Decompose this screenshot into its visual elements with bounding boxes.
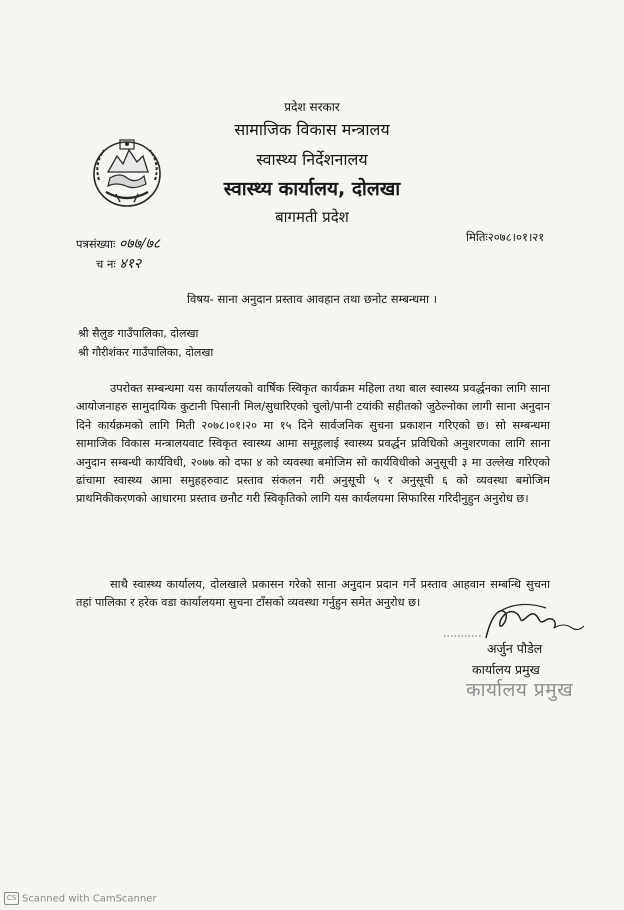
- camscanner-watermark: [4, 892, 157, 905]
- province-name: बागमती प्रदेश: [275, 208, 349, 226]
- signatory-title: कार्यालय प्रमुख: [472, 662, 540, 677]
- addressee-1: श्री सैलुङ गाउँपालिका, दोलखा: [78, 327, 199, 340]
- addressee-2: श्री गौरीशंकर गाउँपालिका, दोलखा: [78, 346, 214, 359]
- signatory-name: अर्जुन पौडेल: [487, 641, 543, 656]
- dispatch-label: च नः: [96, 257, 116, 271]
- letter-date: मितिः२०७८।०१।२१: [466, 230, 545, 244]
- government-level: प्रदेश सरकार: [284, 100, 340, 114]
- office-chief-stamp: कार्यालय प्रमुख: [466, 679, 574, 701]
- letter-subject: विषय- साना अनुदान प्रस्ताव आवहान तथा छनोट सम्बन्धमा ।: [186, 292, 438, 306]
- body-paragraph-1: उपरोक्त सम्बन्धमा यस कार्यालयको वार्षिक स्विकृत कार्यक्रम महिला तथा बाल स्वास्थ्य प्रवर्द्धनका लागि साना आयोजनाहरु सामुदायिक कुटानी पिसानी मिल/सुधारिएको चुलो/पानी टयांकी सहीतको जुठेल्नोका लागी साना अनुदान दिने कार्यक्रमको लागि मिती २०७८।०१।२० मा १५ दिने सार्वजनिक सुचना प्रकाशन गरिएको छ। सो सम्बन्धमा सामाजिक विकास मन्त्रालयवाट स्विकृत स्वास्थ्य आमा समूहलाई स्वास्थ्य प्रवर्द्धन प्रविधिको अनुशरणका लागि साना अनुदान सम्बन्धी कार्यविधी, २०७७ को दफा ४ को व्यवस्था बमोजिम सो कार्यविधीको अनुसूची ३ मा उल्लेख गरिएको ढांचामा स्वास्थ्य आमा समुहहरुवाट प्रस्ताव संकलन गरी अनुसूची ५ र अनुसूची ६ को व्यवस्था बमोजिम प्राथमिकीकरणको आधारमा प्रस्ताव छनौट गरी स्विकृतिको लागि यस कार्यलयमा सिफारिस गरिदीनुहुन अनुरोध छ।: [76, 382, 550, 506]
- reference-number: [76, 234, 160, 253]
- reference-label: पत्रसंख्याः: [76, 237, 116, 251]
- ministry-name: सामाजिक विकास मन्त्रालय: [234, 120, 390, 139]
- dispatch-number: [96, 254, 141, 273]
- watermark-text: Scanned with CamScanner: [22, 893, 157, 905]
- camscanner-icon: CS: [4, 892, 19, 905]
- office-name: स्वास्थ्य कार्यालय, दोलखा: [223, 178, 401, 200]
- directorate-name: स्वास्थ्य निर्देशनालय: [256, 150, 368, 169]
- body-paragraph-2: साथै स्वास्थ्य कार्यालय, दोलखाले प्रकासन गरेको साना अनुदान प्रदान गर्ने प्रस्ताव आहवान सम्बन्धि सुचना तहां पालिका र हरेक वडा कार्यालयमा सुचना टाँसको व्यवस्था गर्नुहुन समेत अनुरोध छ।: [76, 578, 550, 610]
- dispatch-value: ४१२: [119, 256, 142, 272]
- reference-value: ०७७/७८: [119, 236, 161, 252]
